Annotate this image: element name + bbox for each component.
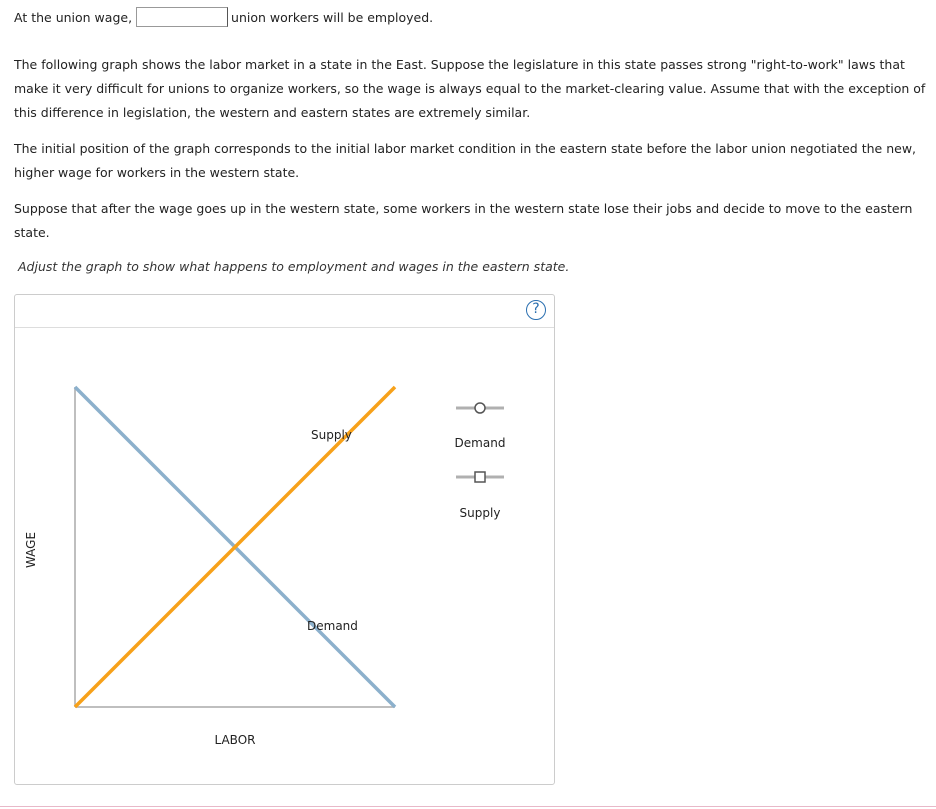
paragraph-workers-move: Suppose that after the wage goes up in the western state, some workers in the western state lose their jobs and decide to move to the eastern state. [14,201,913,240]
question-suffix: union workers will be employed. [231,9,434,25]
bottom-divider [0,806,936,807]
graph-panel [14,294,555,785]
x-axis-label: LABOR [214,733,256,747]
demand-tool-icon[interactable] [456,403,504,413]
paragraph-initial-position: The initial position of the graph corresponds to the initial labor market condition in the eastern state before the labor union negotiated the new, higher wage for workers in the western state. [14,141,917,180]
supply-curve-label: Supply [311,428,352,442]
employment-answer-dropdown[interactable] [136,7,228,27]
supply-tool-label: Supply [459,506,501,520]
question-prefix: At the union wage, [14,9,133,25]
graph-instruction: Adjust the graph to show what happens to employment and wages in the eastern state. [18,259,570,274]
question-line [14,6,433,28]
paragraph-labor-market: The following graph shows the labor market in a state in the East. Suppose the legislature in this state passes strong "right-to-work" laws that make it very difficult for unions to organize workers, so the wage is always equal to the market-clearing value. Assume that with the exception of this difference in legislation, the western and eastern states are extremely similar. [14,57,926,120]
labor-market-graph [15,295,556,786]
y-axis-label: WAGE [24,531,38,569]
demand-tool-label: Demand [454,436,506,450]
supply-tool-icon[interactable] [456,472,504,482]
demand-curve-label: Demand [307,619,358,633]
help-icon[interactable]: ? [526,300,546,320]
